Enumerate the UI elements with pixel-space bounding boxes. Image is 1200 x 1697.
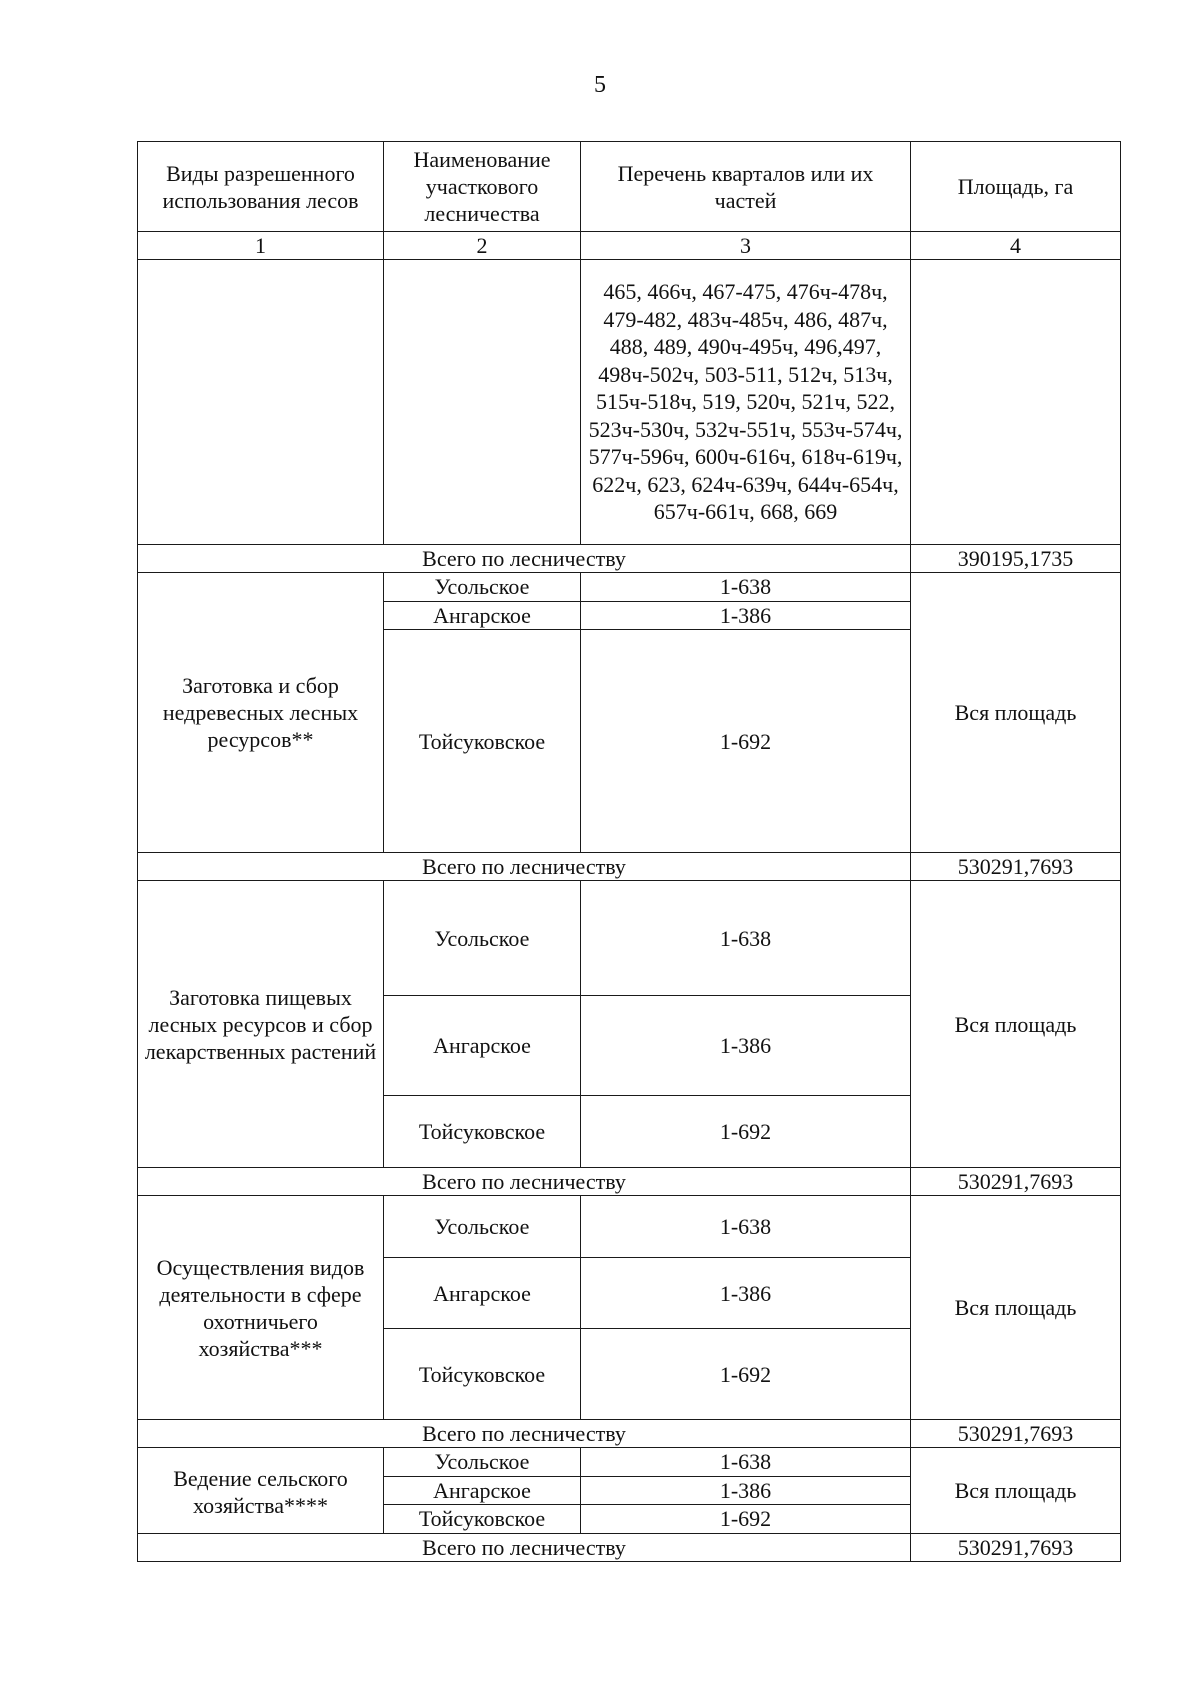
header-use-types: Виды разрешенного использования лесов	[138, 142, 384, 232]
total-row	[138, 1420, 1121, 1448]
forestry-cell: Усольское	[384, 881, 581, 996]
total-label: Всего по лесничеству	[138, 545, 911, 573]
use-type-cell: Осуществления видов деятельности в сфере охотничьего хозяйства***	[138, 1196, 384, 1420]
forestry-cell: Усольское	[384, 573, 581, 602]
area-cell: Вся площадь	[911, 881, 1121, 1168]
table-row	[138, 1448, 1121, 1477]
quarters-cell: 1-692	[581, 1096, 911, 1168]
header-quarters-list: Перечень кварталов или их частей	[581, 142, 911, 232]
column-number: 1	[138, 232, 384, 260]
total-value: 530291,7693	[911, 1420, 1121, 1448]
quarters-cell: 1-638	[581, 881, 911, 996]
quarters-cell: 1-638	[581, 1196, 911, 1258]
forestry-cell: Ангарское	[384, 996, 581, 1096]
forestry-cell: Ангарское	[384, 1477, 581, 1505]
forestry-cell: Тойсуковское	[384, 1329, 581, 1420]
forestry-cell: Тойсуковское	[384, 1096, 581, 1168]
header-forestry-name: Наименование участкового лесничества	[384, 142, 581, 232]
column-number: 2	[384, 232, 581, 260]
empty-cell	[138, 260, 384, 545]
total-row	[138, 853, 1121, 881]
forestry-cell: Ангарское	[384, 602, 581, 630]
empty-cell	[911, 260, 1121, 545]
quarters-list-cell: 465, 466ч, 467-475, 476ч-478ч, 479-482, 483ч-485ч, 486, 487ч, 488, 489, 490ч-495ч, 496,497, 498ч-502ч, 503-511, 512ч, 513ч, 515ч-518ч, 519, 520ч, 521ч, 522, 523ч-530ч, 532ч-551ч, 553ч-574ч, 577ч-596ч, 600ч-616ч, 618ч-619ч, 622ч, 623, 624ч-639ч, 644ч-654ч, 657ч-661ч, 668, 669	[581, 260, 911, 545]
forestry-cell: Тойсуковское	[384, 1505, 581, 1534]
column-number: 4	[911, 232, 1121, 260]
use-type-cell: Заготовка и сбор недревесных лесных ресурсов**	[138, 573, 384, 853]
area-cell: Вся площадь	[911, 1448, 1121, 1534]
total-row	[138, 545, 1121, 573]
table-row	[138, 881, 1121, 996]
use-type-cell: Ведение сельского хозяйства****	[138, 1448, 384, 1534]
column-numbers-row	[138, 232, 1121, 260]
column-number: 3	[581, 232, 911, 260]
quarters-cell: 1-386	[581, 996, 911, 1096]
area-cell: Вся площадь	[911, 1196, 1121, 1420]
forestry-cell: Усольское	[384, 1448, 581, 1477]
total-label: Всего по лесничеству	[138, 1420, 911, 1448]
table-row	[138, 1196, 1121, 1258]
quarters-cell: 1-692	[581, 1329, 911, 1420]
quarters-cell: 1-386	[581, 1258, 911, 1329]
forestry-cell: Тойсуковское	[384, 630, 581, 853]
use-type-cell: Заготовка пищевых лесных ресурсов и сбор лекарственных растений	[138, 881, 384, 1168]
table-row	[138, 573, 1121, 602]
forest-use-table	[137, 141, 1121, 1562]
page-number: 5	[594, 72, 606, 98]
continuation-row	[138, 260, 1121, 545]
quarters-cell: 1-386	[581, 1477, 911, 1505]
total-value: 530291,7693	[911, 1534, 1121, 1562]
total-label: Всего по лесничеству	[138, 1168, 911, 1196]
total-row	[138, 1534, 1121, 1562]
total-value: 530291,7693	[911, 853, 1121, 881]
quarters-cell: 1-386	[581, 602, 911, 630]
total-value: 390195,1735	[911, 545, 1121, 573]
total-row	[138, 1168, 1121, 1196]
quarters-cell: 1-692	[581, 1505, 911, 1534]
total-label: Всего по лесничеству	[138, 1534, 911, 1562]
quarters-cell: 1-638	[581, 573, 911, 602]
area-cell: Вся площадь	[911, 573, 1121, 853]
forestry-cell: Ангарское	[384, 1258, 581, 1329]
empty-cell	[384, 260, 581, 545]
forestry-cell: Усольское	[384, 1196, 581, 1258]
total-value: 530291,7693	[911, 1168, 1121, 1196]
header-row	[138, 142, 1121, 232]
quarters-cell: 1-692	[581, 630, 911, 853]
header-area: Площадь, га	[911, 142, 1121, 232]
quarters-cell: 1-638	[581, 1448, 911, 1477]
total-label: Всего по лесничеству	[138, 853, 911, 881]
